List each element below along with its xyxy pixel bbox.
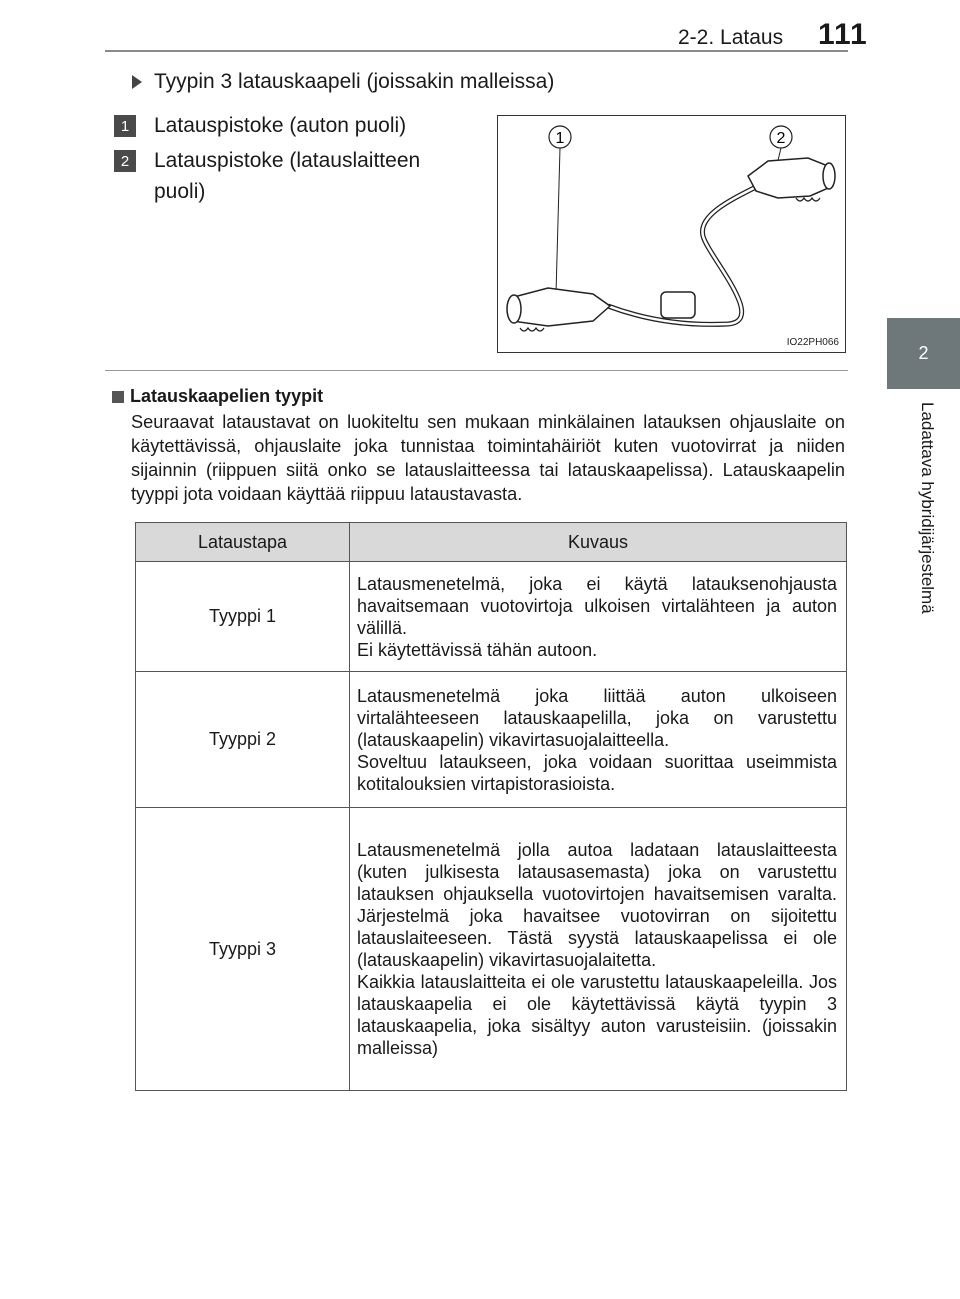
type-cell: Tyyppi 3 xyxy=(136,808,350,1091)
page-number: 111 xyxy=(818,18,868,51)
description-text: Latausmenetelmä jolla autoa ladataan latauslaitteesta (kuten julkisesta latausasemasta) joka on varustettu latauksen ohjauksella vuotovirtojen havaitsemisen varalta. Järjestelmä joka havaitsee vuotovirran on sijoitettu latauslaiteeseen. Tästä syystä latauskaapelissa ei ole (latauskaapelin) vikavirtasuojalaitetta. xyxy=(357,840,837,970)
callout-2: 2 xyxy=(776,130,786,147)
chapter-number: 2 xyxy=(918,343,929,363)
triangle-bullet-icon xyxy=(132,75,142,89)
table-row xyxy=(136,672,847,808)
table-header-cell: Kuvaus xyxy=(350,523,847,562)
type-cell: Tyyppi 1 xyxy=(136,562,350,672)
callout-1: 1 xyxy=(555,130,565,147)
square-bullet-icon xyxy=(112,391,124,403)
chapter-title: Ladattava hybridijärjestelmä xyxy=(918,402,937,614)
table-row xyxy=(136,808,847,1091)
item-number-badge: 2 xyxy=(114,150,136,172)
description-cell xyxy=(350,672,847,808)
intro-bullet-text: Tyypin 3 latauskaapeli (joissakin malleissa) xyxy=(154,70,555,93)
type-cell: Tyyppi 2 xyxy=(136,672,350,808)
header-rule xyxy=(105,50,848,52)
section-separator xyxy=(105,370,848,371)
description-text: Latausmenetelmä, joka ei käytä latauksenohjausta havaitsemaan vuotovirtoja ulkoisen virtalähteen ja auton välillä. xyxy=(357,573,837,638)
table-header-row xyxy=(136,523,847,562)
list-item xyxy=(114,110,474,141)
item-number-badge: 1 xyxy=(114,115,136,137)
section-label: 2-2. Lataus xyxy=(678,26,784,49)
chapter-tab xyxy=(887,318,960,389)
section-paragraph: Seuraavat lataustavat on luokiteltu sen mukaan minkälainen latauksen ohjauslaite on käytettävissä, ohjauslaite joka tunnistaa toimintahäiriöt kuten vuotovirrat ja niiden sijainnin (riippuen siitä onko se latauslaitteessa tai latauskaapelissa). Latauskaapelin tyyppi jota voidaan käyttää riippuu lataustavasta. xyxy=(131,412,845,504)
charging-types-table xyxy=(135,522,847,1091)
section-heading-text: Latauskaapelien tyypit xyxy=(130,386,324,406)
description-text: Latausmenetelmä joka liittää auton ulkoiseen virtalähteeseen latauskaapelilla, joka on varustettu (latauskaapelin) vikavirtasuojalaitteella. xyxy=(357,685,837,750)
description-note: Soveltuu lataukseen, joka voidaan suorittaa useimmista kotitalouksien virtapistorasioista. xyxy=(357,751,837,794)
item-text: Latauspistoke (auton puoli) xyxy=(154,114,407,137)
intro-bullet xyxy=(132,70,554,94)
description-cell xyxy=(350,808,847,1091)
description-note: Kaikkia latauslaitteita ei ole varustettu latauskaapeleilla. Jos latauskaapelia ei ole käytettävissä käytä tyypin 3 latauskaapelia, joka sisältyy auton varusteisiin. (joissakin malleissa) xyxy=(357,972,837,1058)
figure-code: IO22PH066 xyxy=(786,337,839,348)
description-cell xyxy=(350,562,847,672)
section-heading xyxy=(112,386,323,407)
table-row xyxy=(136,562,847,672)
table-header-cell: Lataustapa xyxy=(136,523,350,562)
charging-cable-icon xyxy=(498,116,845,352)
list-item xyxy=(114,145,474,207)
chapter-tab-rule xyxy=(887,392,960,393)
item-text: Latauspistoke (latauslaitteen puoli) xyxy=(154,149,421,203)
description-note: Ei käytettävissä tähän autoon. xyxy=(357,639,598,660)
cable-illustration xyxy=(497,115,846,353)
